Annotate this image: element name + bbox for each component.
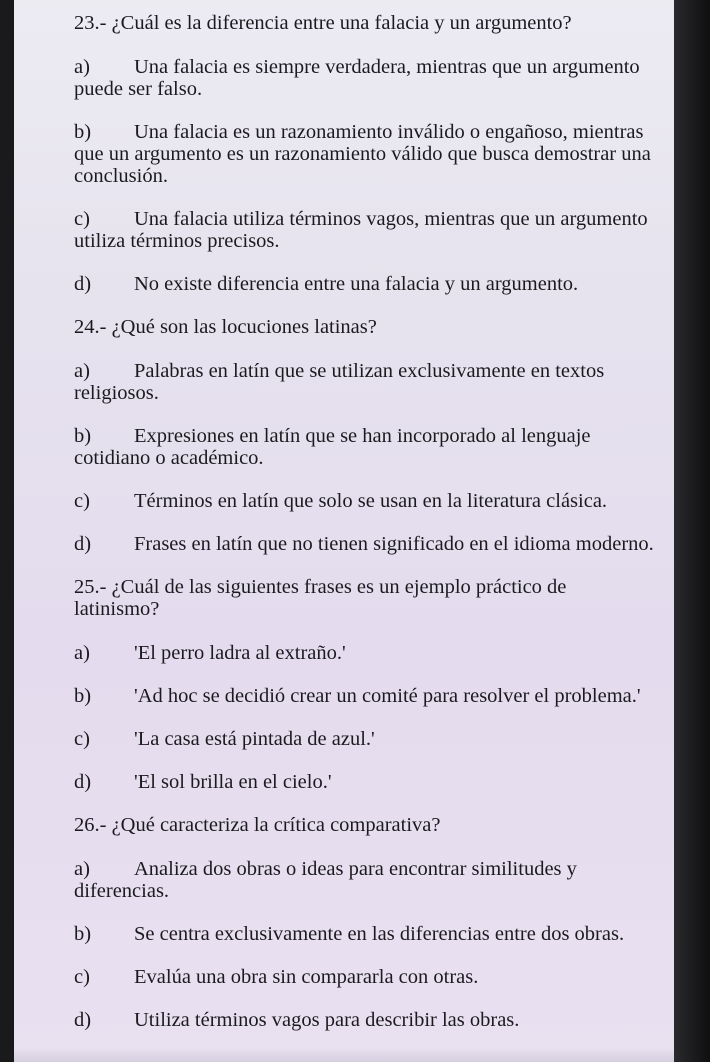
question-24-option-a	[74, 360, 654, 404]
option-text: Términos en latín que solo se usan en la literatura clásica.	[134, 490, 608, 512]
question-25-text: 25.- ¿Cuál de las siguientes frases es un ejemplo práctico de latinismo?	[74, 576, 567, 620]
question-23-option-c	[74, 208, 654, 252]
question-26-option-d	[74, 1009, 654, 1031]
question-26-option-c	[74, 966, 654, 988]
question-25-option-c	[74, 728, 654, 750]
option-text: 'Ad hoc se decidió crear un comité para resolver el problema.'	[134, 685, 641, 707]
question-25-option-d	[74, 771, 654, 793]
question-24-option-d	[74, 533, 654, 555]
option-letter: b)	[74, 685, 92, 707]
option-text: Palabras en latín que se utilizan exclusivamente en textos religiosos.	[74, 360, 605, 404]
option-text: Expresiones en latín que se han incorporado al lenguaje cotidiano o académico.	[74, 425, 591, 469]
option-letter: c)	[74, 490, 90, 512]
option-letter: c)	[74, 208, 90, 230]
option-text: Una falacia utiliza términos vagos, mientras que un argumento utiliza términos precisos.	[74, 208, 648, 252]
option-text: 'La casa está pintada de azul.'	[134, 728, 375, 750]
option-text: Frases en latín que no tienen significado en el idioma moderno.	[134, 533, 654, 555]
question-23-option-a	[74, 56, 654, 100]
option-letter: d)	[74, 1009, 92, 1031]
option-letter: b)	[74, 923, 92, 945]
option-text: 'El sol brilla en el cielo.'	[134, 771, 332, 793]
question-24-option-b	[74, 425, 654, 469]
option-letter: b)	[74, 121, 92, 143]
question-24-text: 24.- ¿Qué son las locuciones latinas?	[74, 316, 377, 338]
option-text: Una falacia es siempre verdadera, mientras que un argumento puede ser falso.	[74, 56, 640, 100]
dark-background-edge	[674, 0, 710, 1062]
option-text: 'El perro ladra al extraño.'	[134, 642, 346, 664]
option-letter: b)	[74, 425, 92, 447]
option-letter: d)	[74, 771, 92, 793]
question-list	[74, 12, 654, 1052]
option-text: Una falacia es un razonamiento inválido o engañoso, mientras que un argumento es un razonamiento válido que busca demostrar una conclusión.	[74, 121, 651, 187]
option-letter: a)	[74, 56, 90, 78]
option-letter: a)	[74, 360, 90, 382]
question-26-option-b	[74, 923, 654, 945]
question-26-option-a	[74, 858, 654, 902]
option-text: Utiliza términos vagos para describir las obras.	[134, 1009, 520, 1031]
option-letter: c)	[74, 728, 90, 750]
bottom-cutoff	[14, 1048, 674, 1062]
question-26-text: 26.- ¿Qué caracteriza la crítica comparativa?	[74, 814, 441, 836]
option-text: Analiza dos obras o ideas para encontrar similitudes y diferencias.	[74, 858, 577, 902]
option-letter: a)	[74, 858, 90, 880]
question-25-option-a	[74, 642, 654, 664]
option-letter: c)	[74, 966, 90, 988]
option-text: Evalúa una obra sin compararla con otras.	[134, 966, 479, 988]
question-24-option-c	[74, 490, 654, 512]
option-letter: d)	[74, 273, 92, 295]
option-text: Se centra exclusivamente en las diferencias entre dos obras.	[134, 923, 625, 945]
question-23-option-d	[74, 273, 654, 295]
option-letter: a)	[74, 642, 90, 664]
question-23-option-b	[74, 121, 654, 187]
question-25-option-b	[74, 685, 654, 707]
question-23-text: 23.- ¿Cuál es la diferencia entre una falacia y un argumento?	[74, 12, 572, 34]
option-text: No existe diferencia entre una falacia y un argumento.	[134, 273, 579, 295]
option-letter: d)	[74, 533, 92, 555]
